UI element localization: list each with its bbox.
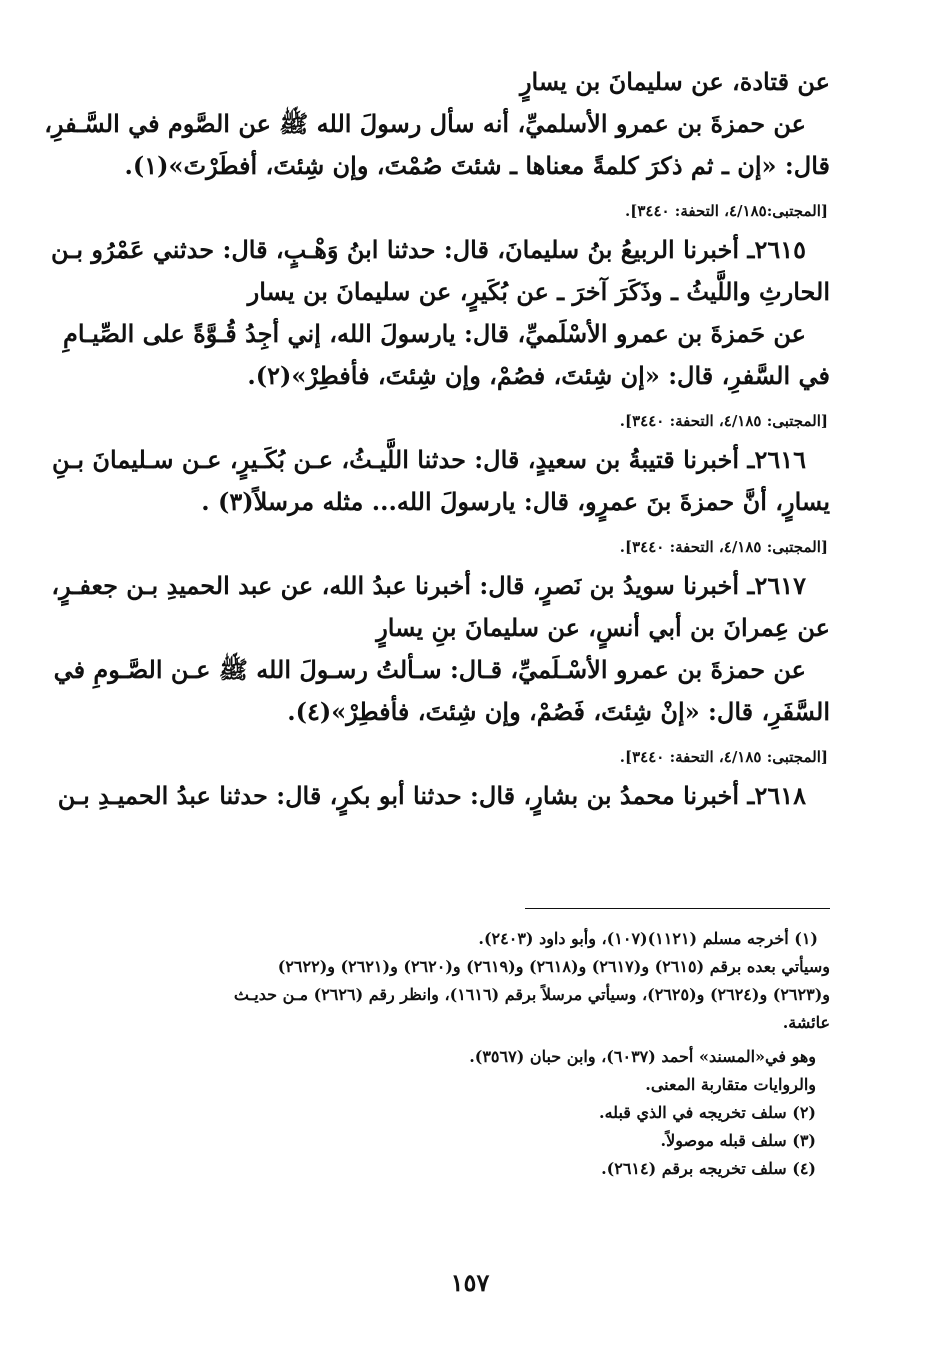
page-number: ١٥٧ xyxy=(450,1268,490,1297)
hadith-number: ٢٦١٧ xyxy=(754,571,806,600)
hadith-line: قال: «إن ـ ثم ذكرَ كلمةً معناها ـ شئتَ صُمْتَ، وإن شِئتَ، أفطَرْتَ»(١). xyxy=(124,151,830,180)
hadith-text: ـ أخبرنا سويدُ بن نَصرٍ، قال: أخبرنا عبدُ الله، عن عبد الحميدِ بـن جعفـرٍ، xyxy=(51,571,755,600)
hadith-text: ـ أخبرنا محمدُ بن بشارٍ، قال: حدثنا أبو بكرٍ، قال: حدثنا عبدُ الحميـدِ بـن xyxy=(57,781,755,810)
hadith-line: عن عِمرانَ بن أبي أنسٍ، عن سليمانَ بنِ يسارٍ xyxy=(376,613,830,642)
hadith-text: ـ أخبرنا الربيعُ بنُ سليمانَ، قال: حدثنا ابنُ وَهْـبٍ، قال: حدثني عَمْرُو بـن xyxy=(51,235,755,264)
footnote-text: و(٢٦٢٣) و(٢٦٢٤) و(٢٦٢٥)، وسيأتي مرسلاً برقم (١٦١٦)، وانظر رقم (٢٦٢٦) مـن حديـث xyxy=(233,985,830,1004)
hadith-number: ٢٦١٦ xyxy=(754,445,806,474)
hadith-line-first xyxy=(52,445,830,490)
hadith-number: ٢٦١٥ xyxy=(754,235,806,264)
hadith-number: ٢٦١٨ xyxy=(754,781,806,810)
hadith-reference: [المجتبى: ٤/١٨٥، التحفة: ٣٤٤٠]. xyxy=(619,748,828,766)
footnote-2: (٢) سلف تخريجه في الذي قبله. xyxy=(599,1103,816,1122)
hadith-line: السَّفَرِ، قال: «إنْ شِئتَ، فَصُمْ، وإن شِئتَ، فأفطِرْ»(٤). xyxy=(287,697,830,726)
hadith-line: في السَّفرِ، قال: «إن شِئتَ، فصُمْ، وإن شِئتَ، فأفطِرْ»(٢). xyxy=(247,361,830,390)
footnote-3: (٣) سلف قبله موصولاً. xyxy=(660,1131,816,1150)
footnote-1: (١) أخرجه مسلم (١١٢١)(١٠٧)، وأبو داود (٢٤٠٣). xyxy=(478,929,818,948)
hadith-line: عن حمزةَ بن عمرو الأسلميِّ، أنه سأل رسولَ الله ﷺ عن الصَّوم في السَّـفرِ، xyxy=(44,109,806,138)
hadith-line-first xyxy=(51,235,830,280)
footnote-text: عائشة. xyxy=(782,1013,830,1032)
hadith-reference: [المجتبى: ٤/١٨٥، التحفة: ٣٤٤٠]. xyxy=(619,412,828,430)
hadith-line: يسارٍ، أنَّ حمزةَ بنَ عمرٍو، قال: يارسولَ الله... مثله مرسلاً(٣) . xyxy=(201,487,830,516)
footnote-4: (٤) سلف تخريجه برقم (٢٦١٤). xyxy=(601,1159,816,1178)
footnotes xyxy=(110,925,830,1183)
hadith-reference: [المجتبى: ٤/١٨٥، التحفة: ٣٤٤٠]. xyxy=(619,538,828,556)
hadith-line: عن حَمزةَ بن عمرو الأسْلَميِّ، قال: يارسولَ الله، إني أجِدُ قُـوَّةً على الصِّيـامِ xyxy=(63,319,806,348)
hadith-line: عن حمزةَ بن عمرو الأسْـلَميِّ، قـال: سـألتُ رسـولَ الله ﷺ عـن الصَّـومِ في xyxy=(53,655,806,684)
hadith-reference: [المجتبى:٤/١٨٥، التحفة: ٣٤٤٠]. xyxy=(625,202,828,220)
footnote-text: وسيأتي بعده برقم (٢٦١٥) و(٢٦١٧) و(٢٦١٨) و(٢٦١٩) و(٢٦٢٠) و(٢٦٢١) و(٢٦٢٢) xyxy=(277,957,830,976)
hadith-text: ـ أخبرنا قتيبةُ بن سعيدٍ، قال: حدثنا اللَّيـثُ، عـن بُكَـيرٍ، عـن سـليمانَ بـنِ xyxy=(52,445,755,474)
hadith-line: الحارثِ واللَّيثُ ـ وذَكَرَ آخرَ ـ عن بُكَيرٍ، عن سليمانَ بن يسار xyxy=(247,277,830,306)
footnote-text: وهو في«المسند» أحمد (٦٠٣٧)، وابن حبان (٣٥٦٧). xyxy=(469,1047,816,1066)
hadith-line-first xyxy=(51,571,830,616)
footnote-text: والروايات متقاربة المعنى. xyxy=(645,1075,816,1094)
footnote-divider xyxy=(525,908,830,909)
hadith-line: عن قتادة، عن سليمانَ بن يسارٍ xyxy=(519,67,830,96)
book-page xyxy=(44,67,830,1364)
hadith-line-first xyxy=(57,781,830,826)
